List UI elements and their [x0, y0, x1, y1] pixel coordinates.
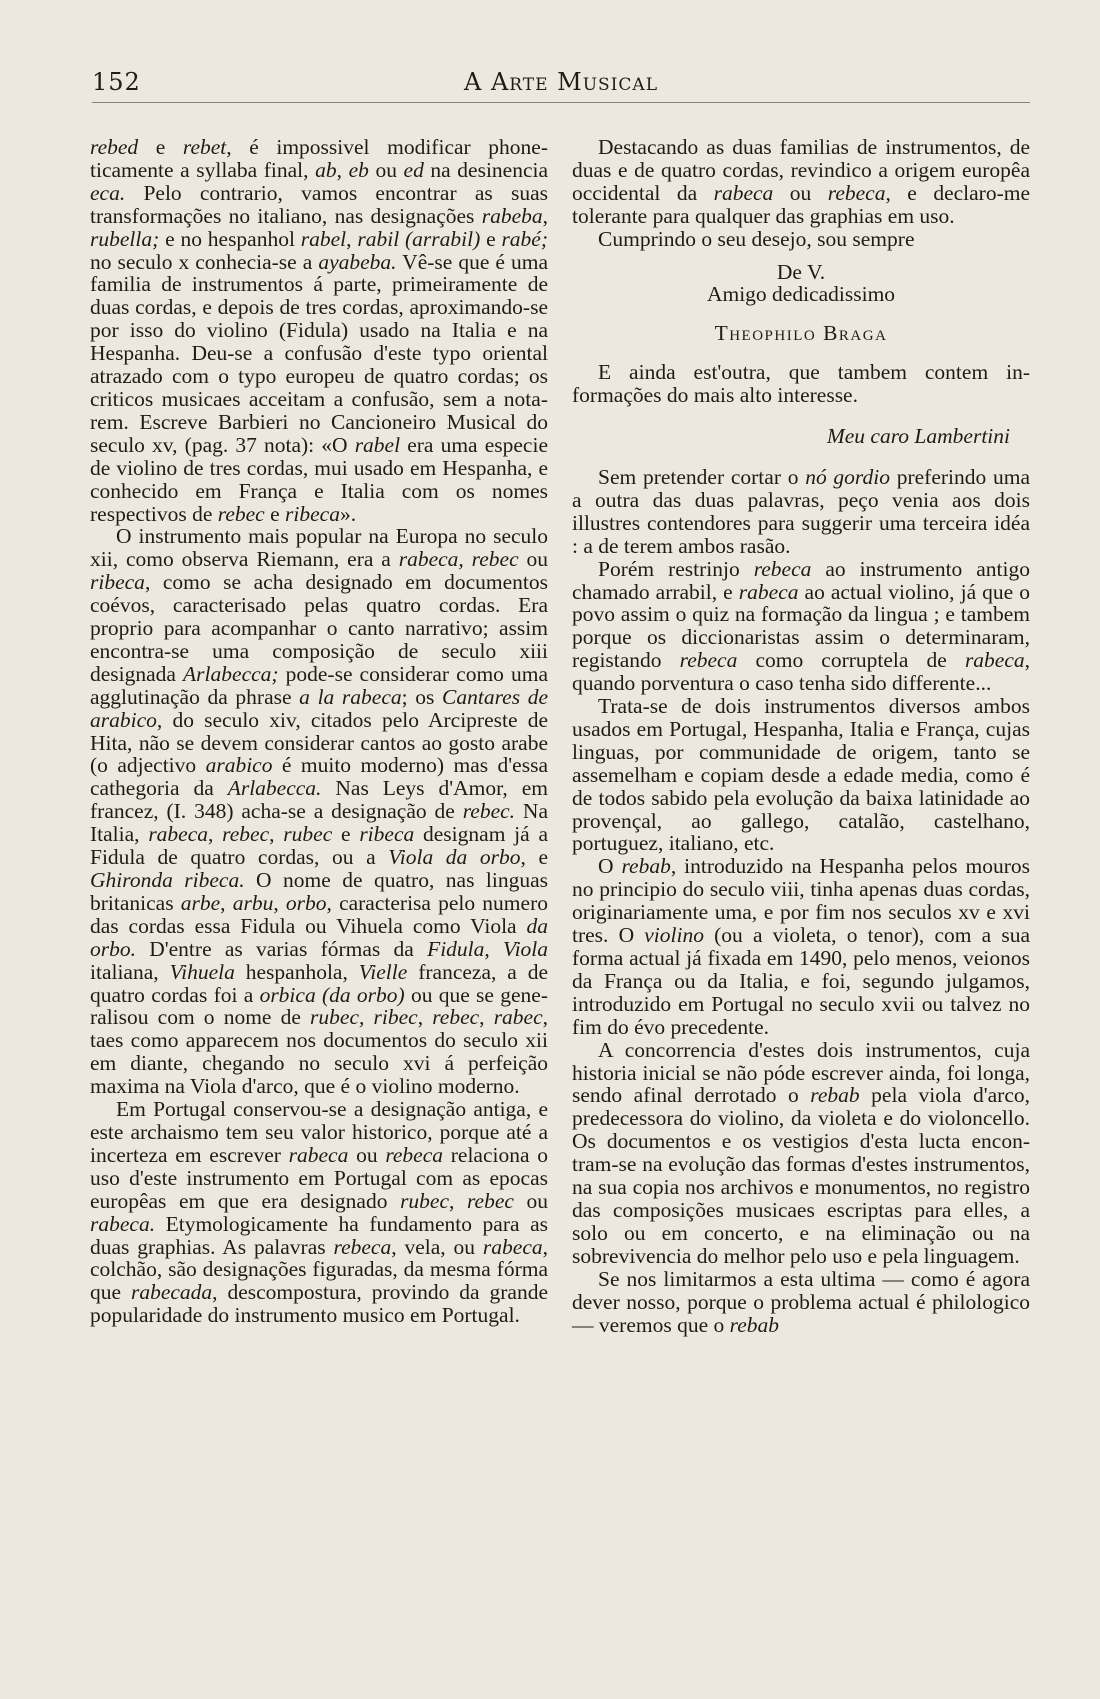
- page-number: 152: [92, 68, 141, 96]
- paragraph: Trata-se de dois instrumentos diversos ambos usados em Portugal, Hespanha, Italia e França, cujas linguas, por communidade de origem, tanto se assemelham e copiam desde a edade media, como é de todos sabido pela evolução da baixa latinidade ao provençal, ao gallego, catalão, castelhano, portuguez, italiano, etc.: [572, 694, 1030, 856]
- italic-term: rebeca: [679, 648, 738, 673]
- letter-closing: De V.: [776, 259, 826, 284]
- italic-term: ribeca: [359, 822, 415, 847]
- italic-term: ayabeba.: [318, 249, 397, 274]
- italic-term: Ghironda ribeca.: [90, 868, 245, 892]
- italic-term: Viola: [503, 936, 549, 961]
- italic-term: rebab: [621, 854, 671, 879]
- paragraph: Porém restrinjo rebeca ao instrumento antigo chamado arrabil, e rabeca ao actual violino, já que o povo assim o quiz na formação da lingua ; e tambem porque os diccionaristas assim o determinaram, registando rebeca como corruptela de rabeca, quando porventura o caso tenha sido differente...: [572, 556, 1031, 696]
- italic-term: arabico: [205, 753, 273, 778]
- italic-term: rabeba: [481, 203, 543, 228]
- paragraph: O rebab, introduzido na Hespanha pelos mouros no principio do seculo viii, tinha apenas duas cordas, originariamente uma, e por fim nos seculos xv e xvi tres. O violino (ou a violeta, o tenor), com a sua forma actual já fixada em 1490, pelo menos, veionos da França ou da Italia, e foi, segundo julgamos, introduzido em Portugal no seculo xvii ou talvez no fim do évo precedente.: [572, 854, 1030, 1039]
- italic-term: rebec: [466, 1188, 514, 1213]
- italic-term: rubella;: [90, 226, 160, 251]
- salutation: [572, 425, 1030, 448]
- paragraph: rebed e rebet, é impossivel modificar phoneticamente a syllaba final, ab, eb ou ed na desinencia eca. Pelo contrario, vamos encontrar as suas transformações no italiano, nas designações rabeba, rubella; e no hespanhol rabel, rabil (arrabil) e rabé; no seculo x conhecia-se a ayabeba. Vê-se que é uma familia de instrumentos á parte, primeiramente de duas cordas, e depois de tres cordas, aproximando-se por isso do violino (Fidula) usado na Italia e na Hespanha. Deu-se a confusão d'este typo oriental atrazado com o typo europeu de quatro cordas; os criticos musicaes acceitam a confusão, sem a notarem. Escreve Barbieri no Cancioneiro Musical do seculo xv, (pag. 37 nota): «O rabel era uma especie de violino de tres cordas, mui usado em Hespanha, e conhecido em França e Italia com os nomes respectivos de rebec e ribeca».: [90, 135, 549, 526]
- paragraph: Sem pretender cortar o nó gordio preferindo uma a outra das duas palavras, peço venia aos dois illustres contendores para suggerir uma terceira idéa : a de terem ambos rasão.: [572, 464, 1030, 558]
- italic-term: Vihuela: [169, 959, 235, 984]
- italic-term: rabecada: [130, 1280, 213, 1305]
- letter-closing-amigo: Amigo dedicadissimo: [706, 282, 896, 307]
- italic-term: rabeca: [288, 1142, 349, 1167]
- italic-term: rabel: [300, 226, 347, 251]
- italic-term: ribeca: [285, 501, 340, 526]
- italic-term: rabeca: [482, 1234, 543, 1259]
- journal-title: A Arte Musical: [463, 68, 658, 96]
- italic-term: rubec: [283, 822, 333, 847]
- italic-term: rebec.: [462, 799, 516, 824]
- italic-term: rabeca, rebec: [398, 547, 519, 572]
- paragraph: Destacando as duas familias de instrumentos, de duas e de quatro cordas, revindico a origem europêa occidental da rabeca ou rebeca, e declaro-me tolerante para qualquer das graphias em uso.: [572, 135, 1031, 228]
- italic-term: rabeca.: [90, 1211, 156, 1236]
- paragraph: E ainda est'outra, que tambem contem informações do mais alto interesse.: [572, 360, 1030, 408]
- paragraph: O instrumento mais popular na Europa no seculo xii, como observa Riemann, era a rabeca, rebec ou ribeca, como se acha designado em documentos coévos, caracterisado pelas quatro cordas. Era proprio para acompanhar o canto narrativo; assim encontra-se uma composição de seculo xiii designada Arlabecca; pode-se considerar como uma agglutinação da phrase a la rabeca; os Cantares de arabico, do seculo xiv, citados pelo Arcipreste de Hita, não se devem considerar cantos ao gosto arabe (o adjectivo arabico é muito moderno) mas d'essa cathegoria da Arlabecca. Nas Leys d'Amor, em francez, (I. 348) acha-se a designação de rebec. Na Italia, rabeca, rebec, rubec e ribeca designam já a Fidula de quatro cordas, ou a Viola da orbo, e Ghironda ribeca. O nome de quatro, nas linguas britanicas arbe, arbu, orbo, caracterisa pelo numero das cordas essa Fidula ou Vihuela como Viola da orbo. D'entre as varias fórmas da Fidula, Viola italiana, Vihuela hespanhola, Vielle franceza, a de quatro cordas foi a orbica (da orbo) ou que se generalisou com o nome de rubec, ribec, rebec, rabec, taes como apparecem nos documentos do seculo xii em diante, chegando no seculo xvi á perfeição maxima na Viola d'arco, que é o violino moderno.: [90, 524, 549, 1099]
- italic-term: orbo: [285, 890, 327, 915]
- italic-term: rabeca: [964, 648, 1025, 673]
- italic-term: eca.: [90, 180, 126, 205]
- italic-term: eb: [348, 157, 369, 182]
- italic-term: rubec, ribec: [310, 1005, 418, 1030]
- italic-term: da orbo.: [90, 913, 548, 961]
- italic-term: ed: [403, 157, 424, 182]
- italic-term: rabil (arrabil): [357, 226, 481, 251]
- italic-term: rabec: [493, 1005, 543, 1030]
- italic-term: rabeca: [148, 822, 209, 847]
- right-column: [572, 136, 1030, 1336]
- italic-term: rabeca: [713, 180, 774, 205]
- italic-term: ribeca: [90, 570, 145, 595]
- signature: Theophilo Braga: [714, 321, 888, 346]
- italic-term: Fidula: [427, 936, 485, 961]
- italic-term: rabé;: [501, 226, 549, 251]
- italic-term: rebec: [432, 1005, 480, 1030]
- paragraph: Cumprindo o seu desejo, sou sempre: [598, 226, 915, 251]
- italic-term: orbica (da orbo): [259, 982, 405, 1007]
- italic-term: rebec: [222, 822, 270, 847]
- italic-term: rebeca: [753, 556, 812, 581]
- italic-term: rebed: [90, 135, 139, 159]
- paragraph: A concorrencia d'estes dois instrumentos, cuja historia inicial se não póde escrever ainda, foi longa, sendo afinal derrotado o rebab pela viola d'arco, predecessora do violino, da violeta e do violoncello. Os documentos e os vestigios d'esta lucta encontram-se na evolução das formas d'estes instrumentos, na sua copia nos archivos e monumentos, no registro das composições musicaes escriptas para elles, a solo ou em concerto, e na eliminação ou na sobrevivencia do melhor pelo uso e pela linguagem.: [572, 1037, 1031, 1268]
- running-head: [92, 68, 1030, 103]
- italic-term: rebec: [217, 501, 265, 526]
- italic-term: ab: [315, 157, 337, 182]
- italic-term: rabeca: [738, 579, 799, 604]
- italic-term: Arlabecca.: [227, 776, 322, 801]
- italic-term: a la rabeca: [299, 684, 402, 709]
- italic-term: rebet: [182, 135, 227, 159]
- italic-term: Vielle: [358, 959, 408, 984]
- italic-term: Cantares de arabico: [90, 684, 548, 732]
- italic-term: rebab: [810, 1083, 860, 1108]
- italic-term: arbe: [180, 890, 221, 915]
- paragraph: Em Portugal conservou-se a designação antiga, e este archaismo tem seu valor historico, porque até a incerteza em escrever rabeca ou rebeca relaciona o uso d'este instrumento em Portugal com as epocas europêas em que era designado rubec, rebec ou rabeca. Etymologicamente ha fundamento para as duas graphias. As palavras rebeca, vela, ou rabeca, colchão, são designações figuradas, da mesma fórma que rabecada, descompostura, provindo da grande popularidade do instrumento musico em Portugal.: [90, 1097, 549, 1328]
- italic-term: arbu: [232, 890, 274, 915]
- italic-term: Viola da orbo: [388, 845, 521, 870]
- left-column: [90, 136, 548, 1327]
- italic-term: Arlabecca;: [183, 661, 279, 686]
- italic-term: violino: [644, 923, 704, 948]
- italic-term: rabel: [354, 432, 401, 457]
- italic-term: nó gordio: [805, 464, 890, 489]
- paragraph: Se nos limitarmos a esta ultima — como é agora dever nosso, porque o problema actual é philologico — veremos que o rebab: [572, 1266, 1030, 1337]
- italic-term: rebab: [729, 1312, 780, 1337]
- italic-term: rebeca: [333, 1234, 392, 1259]
- italic-term: rebeca: [827, 180, 886, 205]
- italic-term: rebeca: [385, 1142, 444, 1167]
- salutation-text: Meu caro Lambertini: [826, 424, 1010, 449]
- italic-term: rubec: [400, 1188, 450, 1213]
